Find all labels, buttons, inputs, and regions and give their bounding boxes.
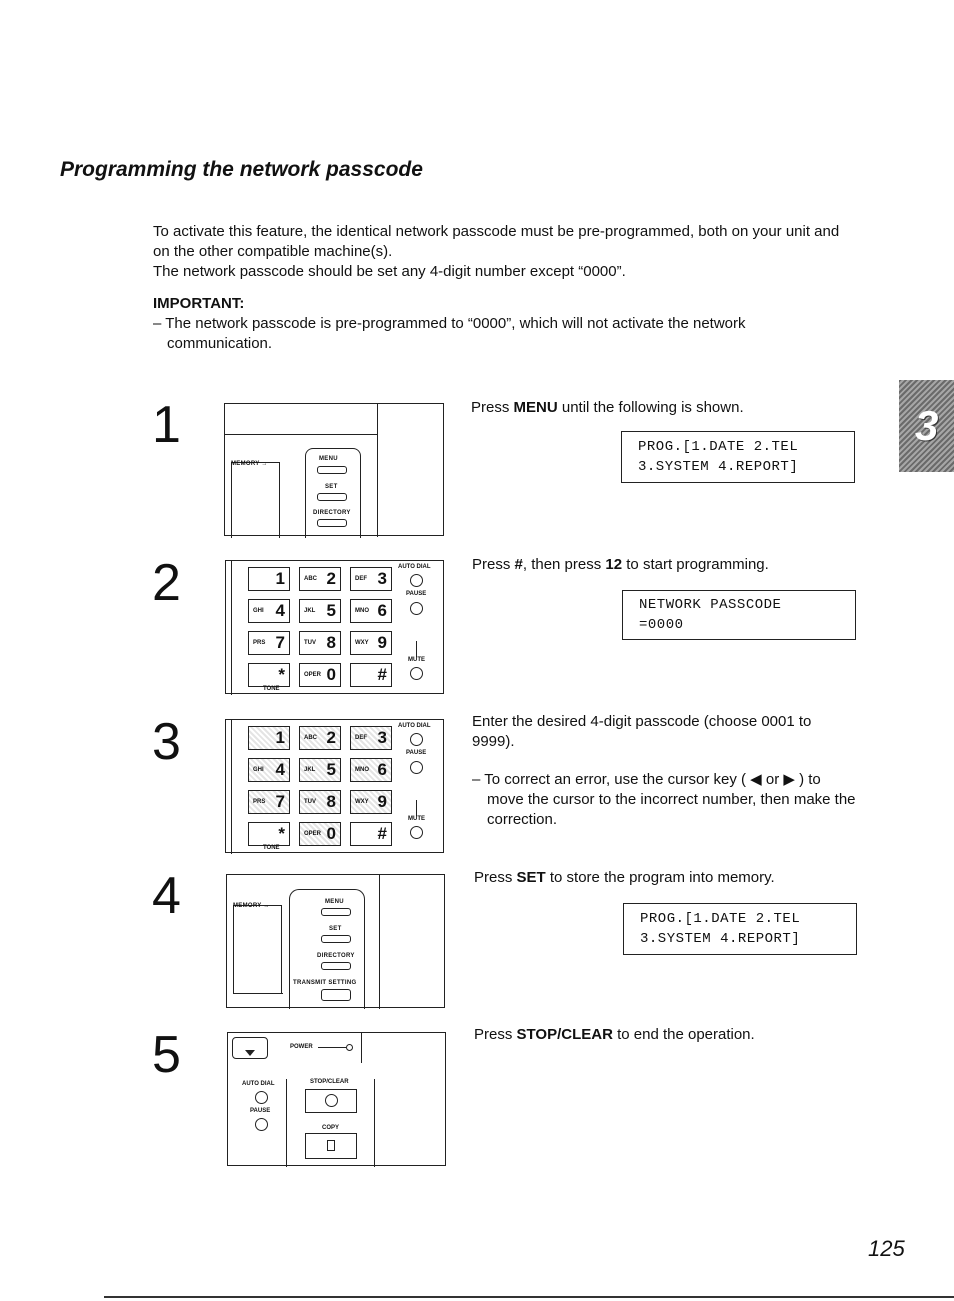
keypad-key-2[interactable] (299, 726, 341, 750)
key-digit: 3 (377, 728, 387, 747)
menu-label: MENU (325, 899, 344, 905)
key-digit: 5 (326, 760, 336, 779)
keypad-key-9[interactable] (350, 790, 392, 814)
key-digit: 7 (275, 633, 285, 652)
keypad-figure (225, 560, 444, 694)
key-digit: 8 (326, 633, 336, 652)
step-instruction: Press SET to store the program into memory. (474, 869, 775, 886)
key-digit: 1 (275, 728, 285, 747)
key-letters: WXY (355, 640, 369, 646)
keypad-key-5[interactable] (299, 599, 341, 623)
keypad-key-5[interactable] (299, 758, 341, 782)
step-number: 1 (152, 396, 181, 454)
keypad-key-8[interactable] (299, 790, 341, 814)
set-button[interactable] (321, 935, 351, 943)
key-letters: GHI (253, 608, 264, 614)
keypad-key-1[interactable] (248, 567, 290, 591)
step-instruction: Enter the desired 4-digit passcode (choose 0001 to 9999). (472, 713, 812, 750)
key-letters: PRS (253, 799, 266, 805)
keypad-key-hash[interactable] (350, 822, 392, 846)
key-letters: GHI (253, 767, 264, 773)
directory-button[interactable] (317, 519, 347, 527)
keypad-key-6[interactable] (350, 758, 392, 782)
menu-label: MENU (319, 456, 338, 462)
key-digit: 0 (326, 824, 336, 843)
key-digit: 7 (275, 792, 285, 811)
key-digit: 3 (377, 569, 387, 588)
key-digit: 8 (326, 792, 336, 811)
pause-button[interactable] (410, 602, 423, 615)
step-number: 4 (152, 867, 181, 925)
key-letters: JKL (304, 767, 316, 773)
pause-label: PAUSE (406, 591, 427, 597)
lcd-display: PROG.[1.DATE 2.TEL 3.SYSTEM 4.REPORT] (621, 431, 855, 483)
keypad-key-1[interactable] (248, 726, 290, 750)
power-label: POWER (290, 1044, 313, 1050)
key-letters: OPER (304, 672, 322, 678)
keypad-key-6[interactable] (350, 599, 392, 623)
step-instruction: Press STOP/CLEAR to end the operation. (474, 1026, 755, 1043)
key-digit: 2 (326, 728, 336, 747)
mute-label: MUTE (408, 816, 425, 822)
step-number: 5 (152, 1026, 181, 1084)
key-letters: WXY (355, 799, 369, 805)
directory-label: DIRECTORY (313, 510, 351, 516)
key-letters: TUV (304, 640, 316, 646)
cursor-key-icon[interactable] (232, 1037, 268, 1059)
pause-button[interactable] (410, 761, 423, 774)
mute-label: MUTE (408, 657, 425, 663)
auto-dial-button[interactable] (410, 733, 423, 746)
copy-label: COPY (322, 1125, 340, 1131)
copy-button[interactable] (305, 1133, 357, 1159)
page-title: Programming the network passcode (60, 158, 423, 181)
pause-label: PAUSE (406, 750, 427, 756)
step-note: – To correct an error, use the cursor key ( ◀ or ▶ ) to move the cursor to the incorrect number, then make the correction. (472, 771, 856, 828)
key-digit: 4 (275, 760, 285, 779)
keypad-figure (225, 719, 444, 853)
key-digit: # (377, 665, 387, 684)
important-text: – The network passcode is pre-programmed to “0000”, which will not activate the network communication. (153, 315, 746, 352)
auto-dial-button[interactable] (255, 1091, 268, 1104)
key-letters: MNO (355, 608, 369, 614)
keypad-key-3[interactable] (350, 567, 392, 591)
key-letters: TUV (304, 799, 316, 805)
directory-label: DIRECTORY (317, 953, 355, 959)
menu-button[interactable] (317, 466, 347, 474)
set-button[interactable] (317, 493, 347, 501)
key-digit: 2 (326, 569, 336, 588)
set-label: SET (329, 926, 342, 932)
key-letters: DEF (355, 735, 367, 741)
step-instruction: Press #, then press 12 to start programming. (472, 556, 769, 573)
mute-button[interactable] (410, 667, 423, 680)
pause-button[interactable] (255, 1118, 268, 1131)
key-letters: OPER (304, 831, 322, 837)
copy-icon (327, 1140, 335, 1151)
menu-button[interactable] (321, 908, 351, 916)
step-number: 2 (152, 554, 181, 612)
tone-label: TONE (263, 686, 280, 692)
auto-dial-label: AUTO DIAL (398, 564, 431, 570)
key-digit: # (377, 824, 387, 843)
control-panel-set-figure (226, 874, 445, 1008)
keypad-key-3[interactable] (350, 726, 392, 750)
control-panel-menu-figure (224, 403, 444, 536)
power-indicator-icon (346, 1044, 353, 1051)
intro-paragraph-2: The network passcode should be set any 4-digit number except “0000”. (153, 263, 626, 280)
stop-icon (325, 1094, 338, 1107)
auto-dial-label: AUTO DIAL (398, 723, 431, 729)
memory-label: MEMORY → (233, 903, 270, 909)
key-digit: 6 (377, 601, 387, 620)
key-digit: * (278, 824, 285, 843)
transmit-setting-label: TRANSMIT SETTING (293, 980, 357, 986)
stop-clear-label: STOP/CLEAR (310, 1079, 349, 1085)
keypad-key-star[interactable] (248, 822, 290, 846)
key-digit: 4 (275, 601, 285, 620)
key-letters: PRS (253, 640, 266, 646)
lcd-display: PROG.[1.DATE 2.TEL 3.SYSTEM 4.REPORT] (623, 903, 857, 955)
key-letters: MNO (355, 767, 369, 773)
directory-button[interactable] (321, 962, 351, 970)
key-letters: ABC (304, 735, 317, 741)
auto-dial-label: AUTO DIAL (242, 1081, 275, 1087)
key-digit: 6 (377, 760, 387, 779)
set-label: SET (325, 484, 338, 490)
keypad-key-8[interactable] (299, 631, 341, 655)
mute-button[interactable] (410, 826, 423, 839)
step-number: 3 (152, 713, 181, 771)
stop-clear-button[interactable] (305, 1089, 357, 1113)
keypad-key-4[interactable] (248, 599, 290, 623)
tone-label: TONE (263, 845, 280, 851)
step-instruction: Press MENU until the following is shown. (471, 399, 744, 416)
key-digit: * (278, 665, 285, 684)
keypad-key-9[interactable] (350, 631, 392, 655)
key-letters: ABC (304, 576, 317, 582)
key-digit: 9 (377, 792, 387, 811)
page-number: 125 (868, 1236, 905, 1261)
keypad-key-4[interactable] (248, 758, 290, 782)
keypad-key-2[interactable] (299, 567, 341, 591)
transmit-setting-button[interactable] (321, 989, 351, 1001)
keypad-key-hash[interactable] (350, 663, 392, 687)
pause-label: PAUSE (250, 1108, 271, 1114)
auto-dial-button[interactable] (410, 574, 423, 587)
intro-section (153, 222, 853, 354)
key-digit: 9 (377, 633, 387, 652)
keypad-key-0[interactable] (299, 663, 341, 687)
bottom-rule (104, 1296, 954, 1298)
keypad-key-star[interactable] (248, 663, 290, 687)
memory-label: MEMORY → (231, 461, 268, 467)
intro-paragraph-1: To activate this feature, the identical network passcode must be pre-programmed, both on your unit and on the other compatible machine(s). (153, 223, 840, 260)
key-digit: 5 (326, 601, 336, 620)
key-digit: 0 (326, 665, 336, 684)
key-digit: 1 (275, 569, 285, 588)
important-label: IMPORTANT: (153, 295, 245, 312)
section-tab: 3 (899, 380, 954, 472)
control-panel-stop-figure (227, 1032, 446, 1166)
keypad-key-7[interactable] (248, 631, 290, 655)
keypad-key-0[interactable] (299, 822, 341, 846)
lcd-display: NETWORK PASSCODE =0000 (622, 590, 856, 640)
keypad-key-7[interactable] (248, 790, 290, 814)
key-letters: JKL (304, 608, 316, 614)
key-letters: DEF (355, 576, 367, 582)
